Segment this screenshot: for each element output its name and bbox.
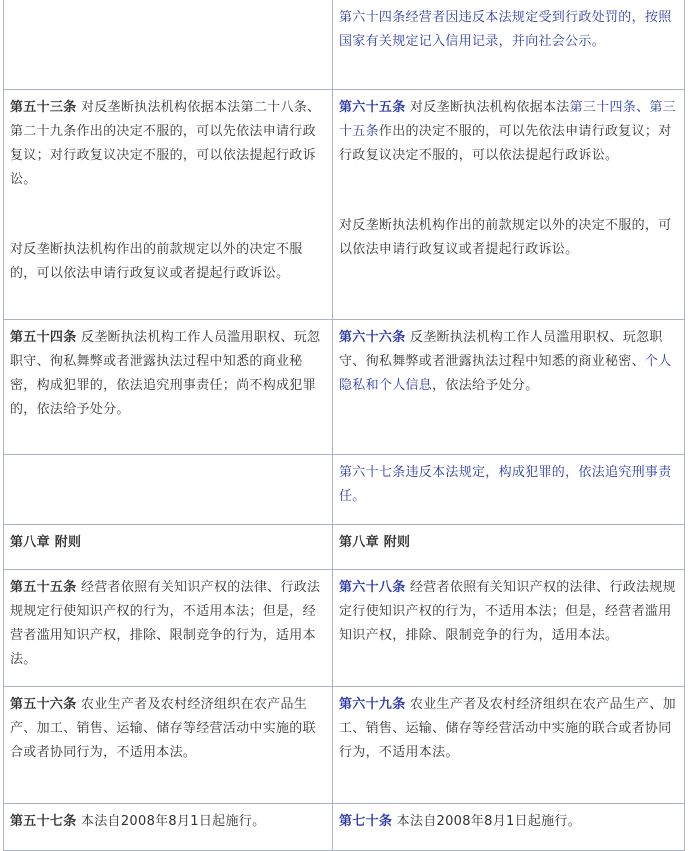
new-cell: [333, 0, 685, 90]
article-text: 农业生产者及农村经济组织在农产品生产、加工、销售、运输、储存等经营活动中实施的联合或者协同行为，不适用本法。: [339, 697, 676, 760]
table-row: [4, 320, 685, 455]
new-article-64: 第六十四条经营者因违反本法规定受到行政处罚的，按照国家有关规定记入信用记录，并向社会公示。: [339, 10, 672, 49]
article-number: 第六十九条: [339, 697, 406, 712]
new-paragraph: [339, 96, 678, 168]
table-row: [4, 525, 685, 570]
article-text: 作出的决定不服的，可以先依法申请行政复议；对行政复议决定不服的，可以依法提起行政诉讼。: [339, 124, 672, 163]
article-number: 第五十三条: [10, 100, 77, 115]
article-text: 反垄断执法机构工作人员滥用职权、玩忽职守、徇私舞弊或者泄露执法过程中知悉的商业秘密，构成犯罪的，依法追究刑事责任；尚不构成犯罪的，依法给予处分。: [10, 330, 321, 417]
old-paragraph: 对反垄断执法机构作出的前款规定以外的决定不服的，可以依法申请行政复议或者提起行政诉讼。: [10, 242, 303, 281]
chapter-heading: 第八章 附则: [339, 535, 411, 550]
article-text: 农业生产者及农村经济组织在农产品生产、加工、销售、运输、储存等经营活动中实施的联合或者协同行为，不适用本法。: [10, 697, 316, 760]
new-cell: [333, 525, 685, 570]
old-cell-empty: [4, 0, 333, 90]
table-row: [4, 570, 685, 687]
article-number: 第六十六条: [339, 330, 406, 345]
new-cell: [333, 687, 685, 804]
old-cell: [4, 687, 333, 804]
table-row: [4, 90, 685, 320]
table-row: [4, 455, 685, 525]
article-text: 本法自2008年8月1日起施行。: [396, 814, 582, 829]
new-cell: [333, 90, 685, 320]
article-text: ，依法给予处分。: [432, 378, 539, 393]
new-cell: [333, 804, 685, 851]
article-text: 反垄断执法机构工作人员滥用职权、玩忽职守、徇私舞弊或者泄露执法过程中知悉的商业秘密、: [339, 330, 663, 369]
new-cell: [333, 320, 685, 455]
article-number: 第六十五条: [339, 100, 406, 115]
old-cell-empty: [4, 455, 333, 525]
article-number: 第七十条: [339, 814, 393, 829]
table-row: [4, 804, 685, 851]
amended-text: 个人隐私和个人信息: [339, 354, 672, 393]
article-text: 本法自2008年8月1日起施行。: [80, 814, 266, 829]
old-cell: [4, 570, 333, 687]
article-number: 第五十四条: [10, 330, 77, 345]
table-row: [4, 0, 685, 90]
article-number: 第五十五条: [10, 580, 77, 595]
old-cell: [4, 320, 333, 455]
paragraph-gap: [10, 192, 326, 238]
article-number: 第六十八条: [339, 580, 406, 595]
new-paragraph: 对反垄断执法机构作出的前款规定以外的决定不服的，可以依法申请行政复议或者提起行政诉讼。: [339, 218, 672, 257]
old-cell: [4, 525, 333, 570]
paragraph-gap: [339, 168, 678, 214]
article-text: 对反垄断执法机构依据本法第二十八条、第二十九条作出的决定不服的，可以先依法申请行政复议；对行政复议决定不服的，可以依法提起行政诉讼。: [10, 100, 321, 187]
old-cell: [4, 804, 333, 851]
article-text: 经营者依照有关知识产权的法律、行政法规规定行使知识产权的行为，不适用本法；但是，经营者滥用知识产权，排除、限制竞争的行为，适用本法。: [339, 580, 676, 643]
new-article-67: 第六十七条违反本法规定，构成犯罪的，依法追究刑事责任。: [339, 465, 672, 504]
old-paragraph: [10, 96, 326, 192]
article-text: 经营者依照有关知识产权的法律、行政法规规定行使知识产权的行为，不适用本法；但是，经营者滥用知识产权，排除、限制竞争的行为，适用本法。: [10, 580, 321, 667]
amended-text: 第三十四条、第三十五条: [339, 100, 676, 139]
law-comparison-table: [3, 0, 685, 851]
old-cell: [4, 90, 333, 320]
article-number: 第五十七条: [10, 814, 77, 829]
article-text: 对反垄断执法机构依据本法: [409, 100, 570, 115]
new-cell: [333, 455, 685, 525]
article-number: 第五十六条: [10, 697, 77, 712]
chapter-heading: 第八章 附则: [10, 535, 82, 550]
table-row: [4, 687, 685, 804]
new-cell: [333, 570, 685, 687]
